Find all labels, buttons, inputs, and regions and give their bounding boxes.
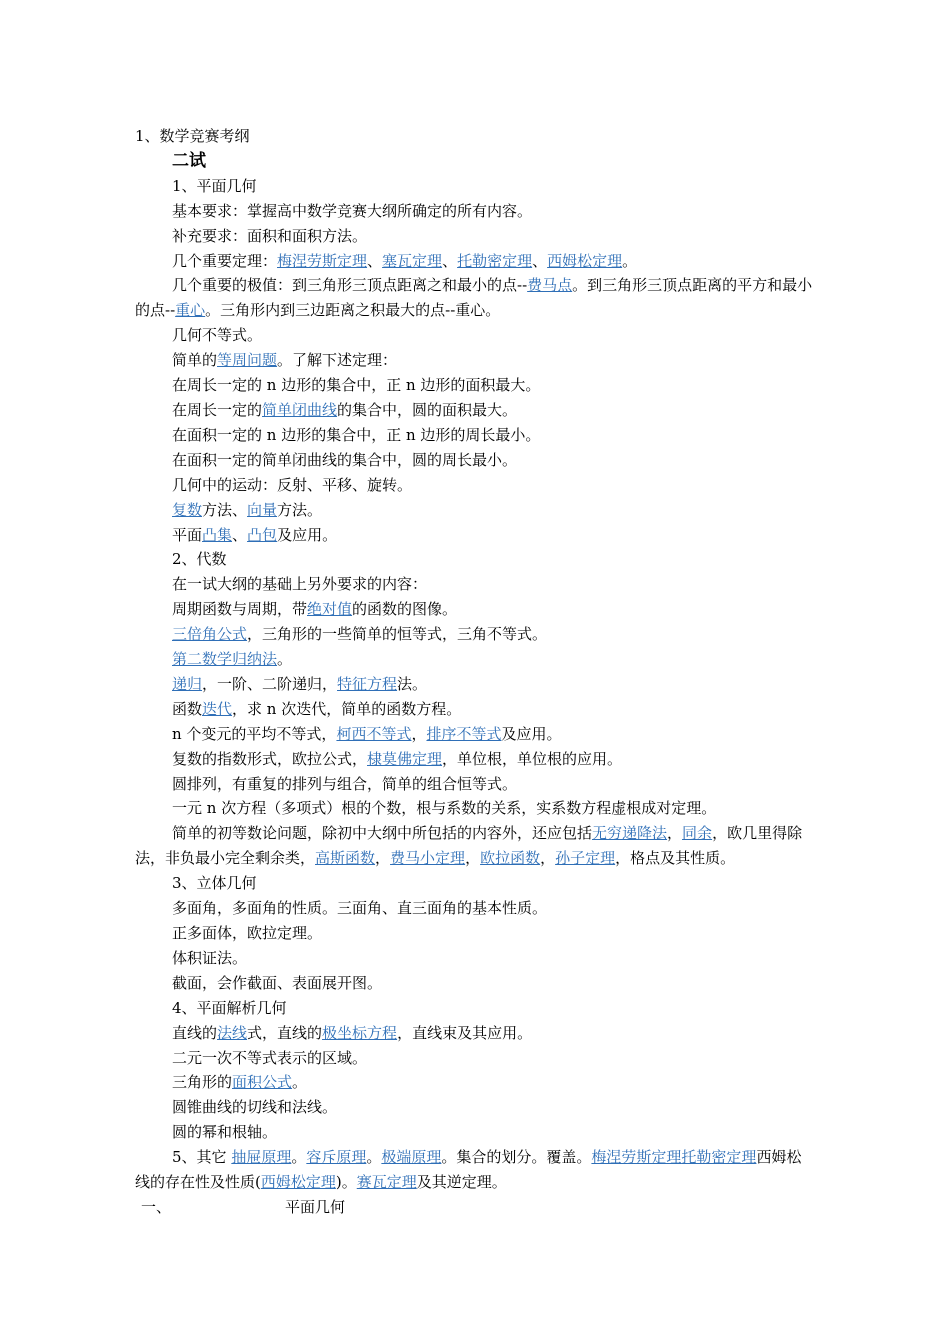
theorem-line-1: 在周长一定的 n 边形的集合中，正 n 边形的面积最大。	[172, 376, 541, 395]
link-convex-hull[interactable]: 凸包	[247, 525, 278, 544]
analytic-area: 三角形的面积公式。	[172, 1073, 308, 1092]
link-pigeonhole[interactable]: 抽屉原理	[231, 1148, 292, 1167]
geometry-motion: 几何中的运动：反射、平移、旋转。	[172, 475, 413, 494]
link-fermat-little[interactable]: 费马小定理	[390, 849, 466, 868]
chapter-heading	[135, 1195, 815, 1220]
link-menelaus[interactable]: 梅涅劳斯定理	[277, 251, 368, 270]
document-body	[135, 124, 815, 1220]
theorem-line-3: 在面积一定的 n 边形的集合中，正 n 边形的周长最小。	[172, 425, 541, 444]
methods-line: 复数方法、向量方法。	[172, 500, 323, 519]
link-de-moivre[interactable]: 棣莫佛定理	[367, 749, 443, 768]
link-simson[interactable]: 西姆松定理	[547, 251, 623, 270]
link-normal-form[interactable]: 法线	[217, 1023, 248, 1042]
link-fermat-point[interactable]: 费马点	[527, 276, 573, 295]
number-theory-paragraph: 简单的初等数论问题，除初中大纲中所包括的内容外，还应包括无穷递降法，同余，欧几里得除法，非负最小完全剩余类，高斯函数，费马小定理，欧拉函数，孙子定理，格点及其性质。	[135, 824, 803, 868]
algebra-intro: 在一试大纲的基础上另外要求的内容：	[172, 575, 428, 594]
theorem-line-2: 在周长一定的简单闭曲线的集合中，圆的面积最大。	[172, 400, 518, 419]
analytic-region: 二元一次不等式表示的区域。	[172, 1048, 368, 1067]
link-triple-angle[interactable]: 三倍角公式	[172, 625, 248, 644]
analytic-geometry-header: 4、平面解析几何	[172, 998, 287, 1017]
link-recursion[interactable]: 递归	[172, 674, 203, 693]
link-inclusion-exclusion[interactable]: 容斥原理	[306, 1148, 367, 1167]
section-title: 二试	[172, 150, 206, 171]
periodic-line: 周期函数与周期，带绝对值的函数的图像。	[172, 600, 458, 619]
link-vector[interactable]: 向量	[247, 500, 278, 519]
important-extrema: 几个重要的极值：到三角形三顶点距离之和最小的点--费马点。到三角形三顶点距离的平方和最小的点--重心。三角形内到三边距离之积最大的点--重心。	[135, 276, 813, 320]
iteration-line: 函数迭代，求 n 次迭代，简单的函数方程。	[172, 699, 462, 718]
other-paragraph: 5、其它 抽屉原理。容斥原理。极端原理。集合的划分。覆盖。梅涅劳斯定理托勒密定理西姆松线的存在性及性质(西姆松定理)。赛瓦定理及其逆定理。	[135, 1148, 802, 1192]
link-characteristic-equation[interactable]: 特征方程	[337, 674, 398, 693]
analytic-lines: 直线的法线式，直线的极坐标方程，直线束及其应用。	[172, 1023, 533, 1042]
link-polar-equation[interactable]: 极坐标方程	[322, 1023, 398, 1042]
link-menelaus-2[interactable]: 梅涅劳斯定理	[591, 1148, 682, 1167]
doc-title: 1、数学竞赛考纲	[135, 127, 250, 145]
link-cauchy-inequality[interactable]: 柯西不等式	[336, 724, 412, 743]
link-gauss-function[interactable]: 高斯函数	[315, 849, 376, 868]
link-extremal-principle[interactable]: 极端原理	[381, 1148, 442, 1167]
means-line: n 个变元的平均不等式，柯西不等式，排序不等式及应用。	[172, 724, 562, 743]
complex-line: 复数的指数形式，欧拉公式，棣莫佛定理，单位根，单位根的应用。	[172, 749, 623, 768]
isoperimetric: 简单的等周问题。了解下述定理：	[172, 351, 398, 370]
solid-geometry-header: 3、立体几何	[172, 874, 257, 893]
link-isoperimetric[interactable]: 等周问题	[217, 351, 278, 370]
link-rearrangement-inequality[interactable]: 排序不等式	[426, 724, 502, 743]
solid-angles: 多面角，多面角的性质。三面角、直三面角的基本性质。	[172, 899, 548, 918]
convex-line: 平面凸集、凸包及应用。	[172, 525, 338, 544]
link-simson-2[interactable]: 西姆松定理	[260, 1173, 336, 1192]
link-simple-closed-curve[interactable]: 简单闭曲线	[262, 400, 338, 419]
algebra-header: 2、代数	[172, 550, 227, 569]
plane-geometry-header: 1、平面几何	[172, 176, 257, 195]
link-infinite-descent[interactable]: 无穷递降法	[592, 824, 668, 843]
link-second-induction[interactable]: 第二数学归纳法	[172, 650, 278, 669]
induction-line: 第二数学归纳法。	[172, 650, 293, 669]
link-area-formula[interactable]: 面积公式	[232, 1073, 293, 1092]
basic-requirement: 基本要求：掌握高中数学竞赛大纲所确定的所有内容。	[172, 201, 533, 220]
link-euler-function[interactable]: 欧拉函数	[480, 849, 541, 868]
polynomial-line: 一元 n 次方程（多项式）根的个数，根与系数的关系，实系数方程虚根成对定理。	[172, 799, 717, 818]
link-iteration[interactable]: 迭代	[202, 699, 233, 718]
geometric-inequality: 几何不等式。	[172, 326, 263, 345]
important-theorems: 几个重要定理：梅涅劳斯定理、塞瓦定理、托勒密定理、西姆松定理。	[172, 251, 638, 270]
chapter-title: 平面几何	[285, 1197, 346, 1216]
link-complex-number[interactable]: 复数	[172, 500, 203, 519]
link-absolute-value[interactable]: 绝对值	[307, 600, 353, 619]
supplementary-requirement: 补充要求：面积和面积方法。	[172, 226, 368, 245]
link-ceva[interactable]: 塞瓦定理	[382, 251, 443, 270]
link-centroid[interactable]: 重心	[175, 301, 206, 320]
link-chinese-remainder[interactable]: 孙子定理	[555, 849, 616, 868]
link-convex-set[interactable]: 凸集	[202, 525, 233, 544]
analytic-conic: 圆锥曲线的切线和法线。	[172, 1098, 338, 1117]
link-ptolemy-2[interactable]: 托勒密定理	[681, 1148, 757, 1167]
link-ceva-2[interactable]: 赛瓦定理	[356, 1173, 417, 1192]
solid-polyhedra: 正多面体，欧拉定理。	[172, 924, 323, 942]
link-congruence[interactable]: 同余	[682, 824, 713, 843]
triple-angle-line: 三倍角公式，三角形的一些简单的恒等式，三角不等式。	[172, 625, 548, 644]
solid-volume: 体积证法。	[172, 948, 248, 967]
analytic-power: 圆的幂和根轴。	[172, 1123, 278, 1142]
link-ptolemy[interactable]: 托勒密定理	[457, 251, 533, 270]
recursion-line: 递归，一阶、二阶递归，特征方程法。	[172, 674, 428, 693]
circular-permutation-line: 圆排列，有重复的排列与组合，简单的组合恒等式。	[172, 774, 518, 793]
theorem-line-4: 在面积一定的简单闭曲线的集合中，圆的周长最小。	[172, 450, 518, 469]
solid-section: 截面，会作截面、表面展开图。	[172, 973, 383, 992]
chapter-number: 一、	[141, 1197, 172, 1216]
